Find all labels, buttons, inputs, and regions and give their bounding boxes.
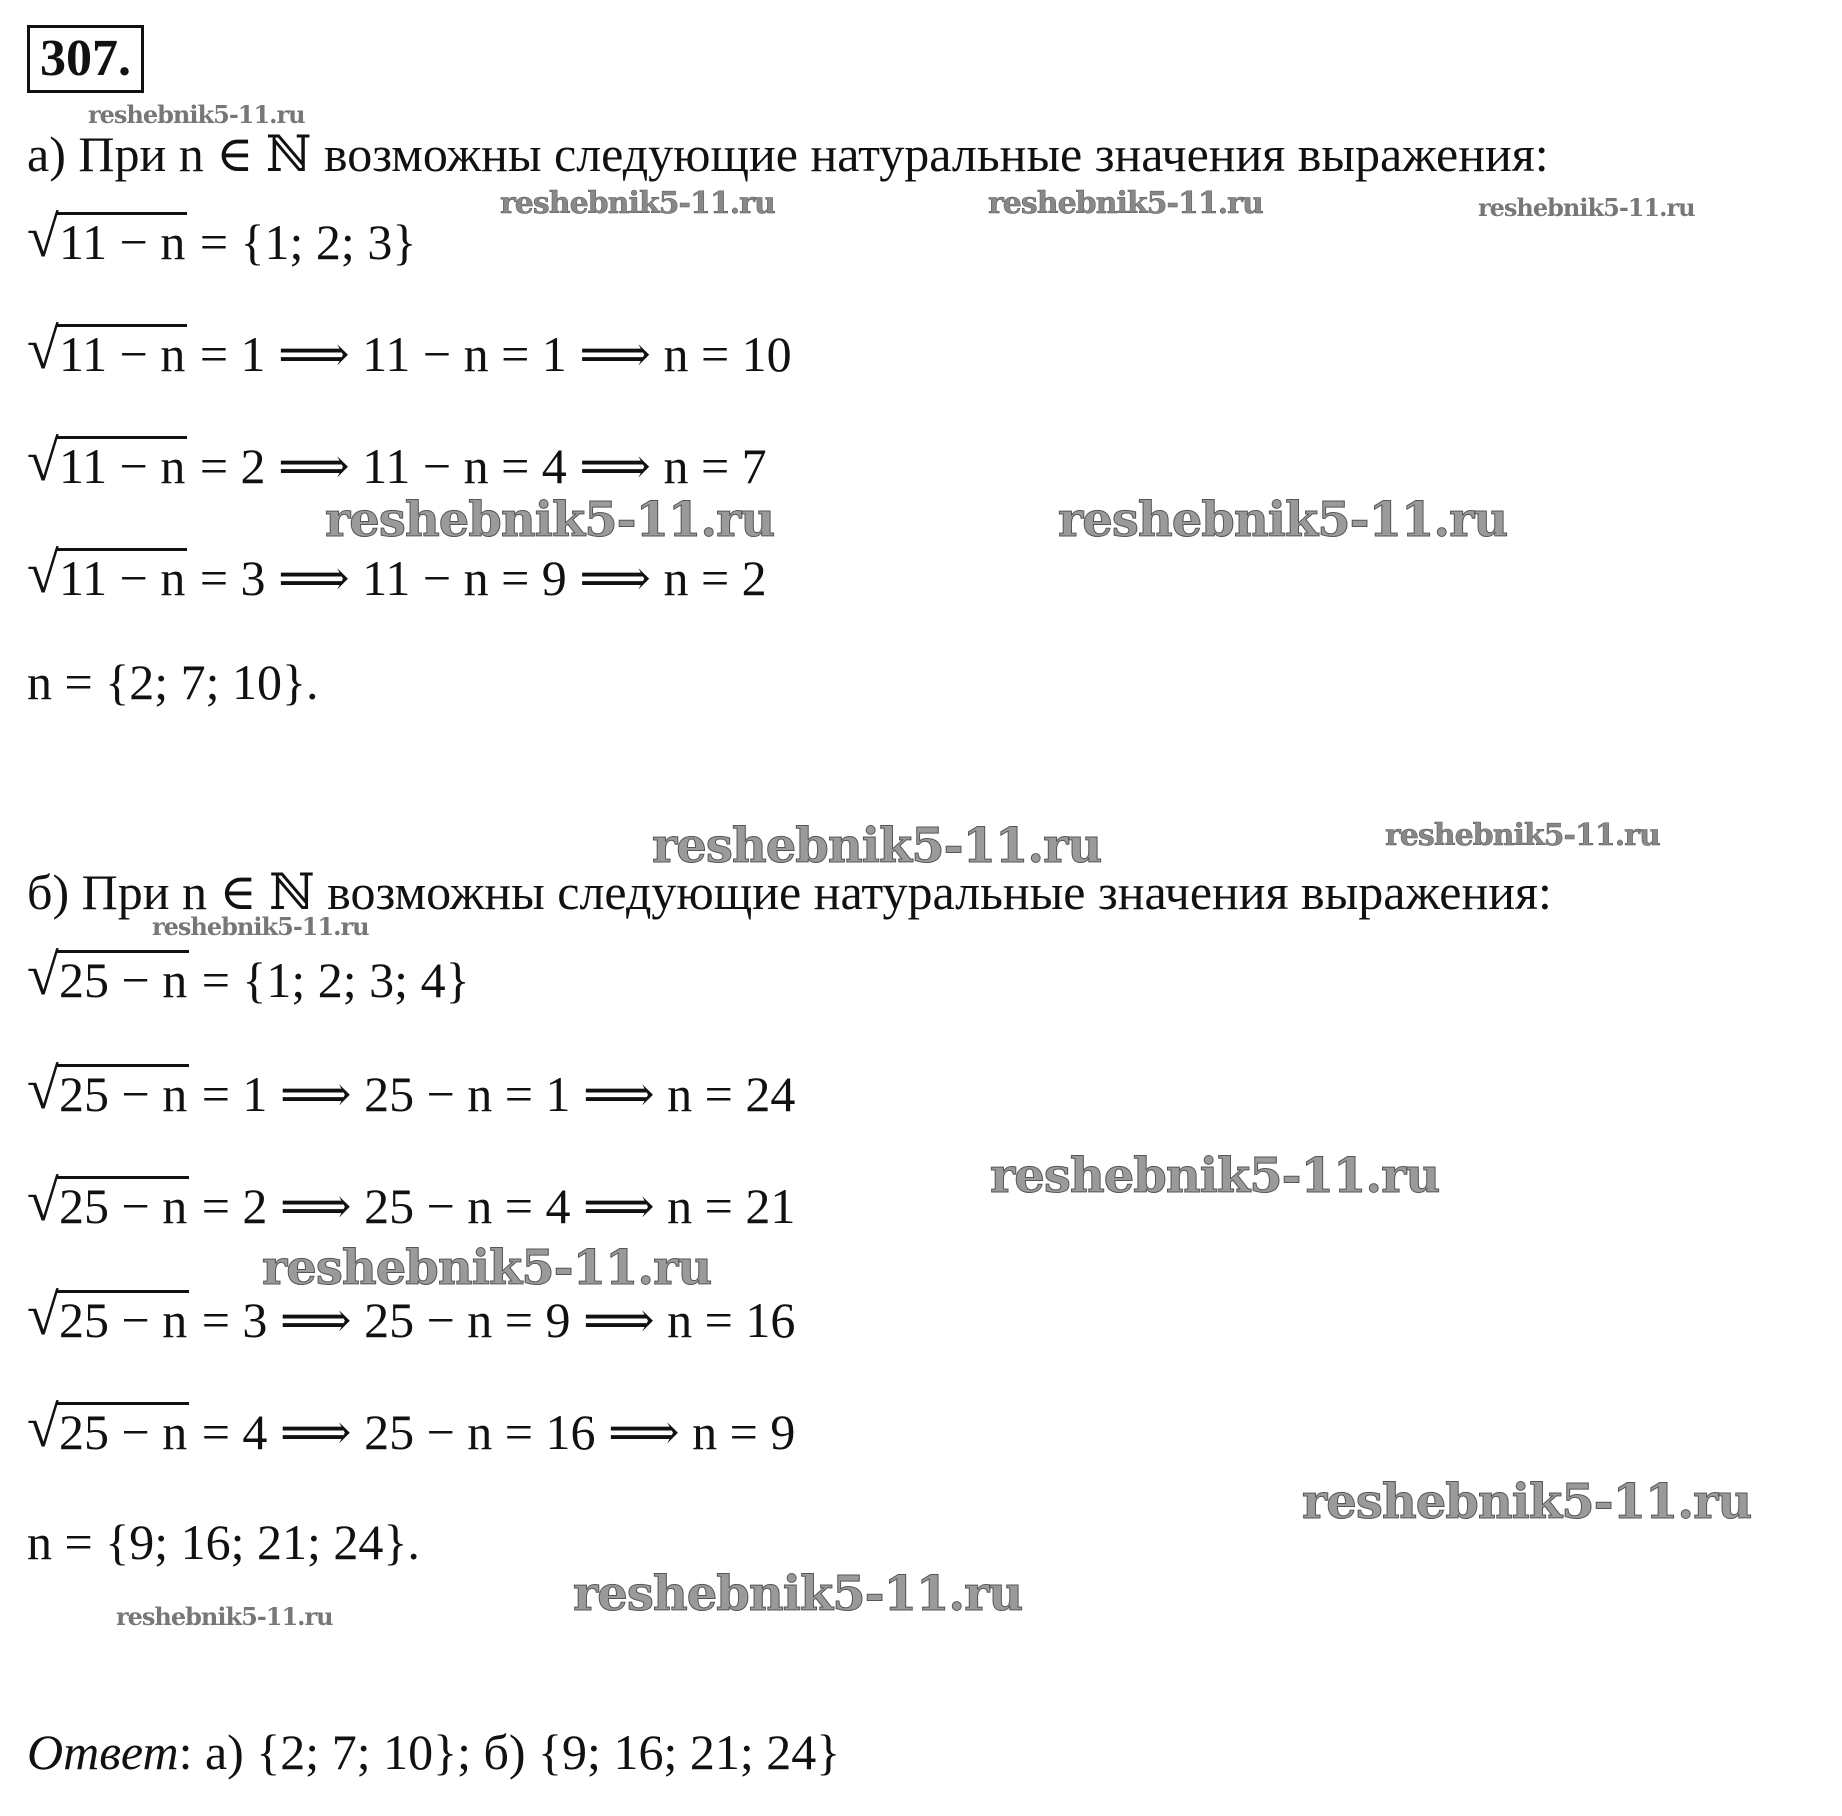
answer-label: Ответ bbox=[27, 1724, 179, 1780]
watermark: reshebnik5-11.ru bbox=[325, 492, 775, 548]
equation-rest: = 2 ⟹ 11 − n = 4 ⟹ n = 7 bbox=[187, 438, 767, 494]
part-b-step-3 bbox=[27, 1282, 796, 1350]
watermark: reshebnik5-11.ru bbox=[988, 186, 1263, 221]
radicand: 25 − n bbox=[59, 952, 188, 1008]
equation-rest: = 1 ⟹ 25 − n = 1 ⟹ n = 24 bbox=[189, 1066, 796, 1122]
radicand: 25 − n bbox=[59, 1404, 188, 1460]
equation-rest: = 3 ⟹ 11 − n = 9 ⟹ n = 2 bbox=[187, 550, 767, 606]
part-a-intro: а) При n ∈ ℕ возможны следующие натуральные значения выражения: bbox=[27, 126, 1549, 182]
watermark: reshebnik5-11.ru bbox=[88, 100, 305, 129]
radicand: 11 − n bbox=[59, 214, 186, 270]
sqrt-expression: √ 25 − n bbox=[27, 1168, 188, 1234]
sqrt-expression: √ 11 − n bbox=[27, 428, 186, 494]
equation-rest: = 1 ⟹ 11 − n = 1 ⟹ n = 10 bbox=[187, 326, 792, 382]
watermark: reshebnik5-11.ru bbox=[1478, 193, 1695, 222]
radicand: 11 − n bbox=[59, 326, 186, 382]
part-b-set-line bbox=[27, 942, 470, 1010]
part-a-step-1 bbox=[27, 316, 792, 384]
part-b-result: n = {9; 16; 21; 24}. bbox=[27, 1514, 420, 1570]
answer-text: : а) {2; 7; 10}; б) {9; 16; 21; 24} bbox=[178, 1724, 841, 1780]
equation-rest: = {1; 2; 3} bbox=[187, 214, 417, 270]
equation-rest: = 4 ⟹ 25 − n = 16 ⟹ n = 9 bbox=[189, 1404, 796, 1460]
problem-number: 307. bbox=[27, 25, 144, 93]
sqrt-expression: √ 11 − n bbox=[27, 316, 186, 382]
radicand: 11 − n bbox=[59, 550, 186, 606]
watermark: reshebnik5-11.ru bbox=[262, 1240, 712, 1296]
equation-rest: = 3 ⟹ 25 − n = 9 ⟹ n = 16 bbox=[189, 1292, 796, 1348]
sqrt-expression: √ 11 − n bbox=[27, 204, 186, 270]
watermark: reshebnik5-11.ru bbox=[500, 186, 775, 221]
part-a-step-3 bbox=[27, 540, 767, 608]
part-a-step-2 bbox=[27, 428, 767, 496]
watermark: reshebnik5-11.ru bbox=[152, 912, 369, 941]
part-b-intro: б) При n ∈ ℕ возможны следующие натуральные значения выражения: bbox=[27, 864, 1552, 920]
watermark: reshebnik5-11.ru bbox=[573, 1566, 1023, 1622]
sqrt-expression: √ 25 − n bbox=[27, 942, 188, 1008]
answer-line bbox=[27, 1722, 840, 1782]
part-b-step-2 bbox=[27, 1168, 796, 1236]
sqrt-expression: √ 25 − n bbox=[27, 1394, 188, 1460]
equation-rest: = 2 ⟹ 25 − n = 4 ⟹ n = 21 bbox=[189, 1178, 796, 1234]
watermark: reshebnik5-11.ru bbox=[1302, 1474, 1752, 1530]
radicand: 25 − n bbox=[59, 1178, 188, 1234]
part-a-result: n = {2; 7; 10}. bbox=[27, 654, 319, 710]
part-b-step-4 bbox=[27, 1394, 796, 1462]
radicand: 25 − n bbox=[59, 1066, 188, 1122]
watermark: reshebnik5-11.ru bbox=[652, 818, 1102, 874]
watermark: reshebnik5-11.ru bbox=[116, 1602, 333, 1631]
watermark: reshebnik5-11.ru bbox=[1058, 492, 1508, 548]
sqrt-expression: √ 25 − n bbox=[27, 1056, 188, 1122]
equation-rest: = {1; 2; 3; 4} bbox=[189, 952, 470, 1008]
watermark: reshebnik5-11.ru bbox=[1385, 818, 1660, 853]
radicand: 11 − n bbox=[59, 438, 186, 494]
part-b-step-1 bbox=[27, 1056, 796, 1124]
sqrt-expression: √ 25 − n bbox=[27, 1282, 188, 1348]
part-a-set-line bbox=[27, 204, 417, 272]
radicand: 25 − n bbox=[59, 1292, 188, 1348]
watermark: reshebnik5-11.ru bbox=[990, 1148, 1440, 1204]
sqrt-expression: √ 11 − n bbox=[27, 540, 186, 606]
